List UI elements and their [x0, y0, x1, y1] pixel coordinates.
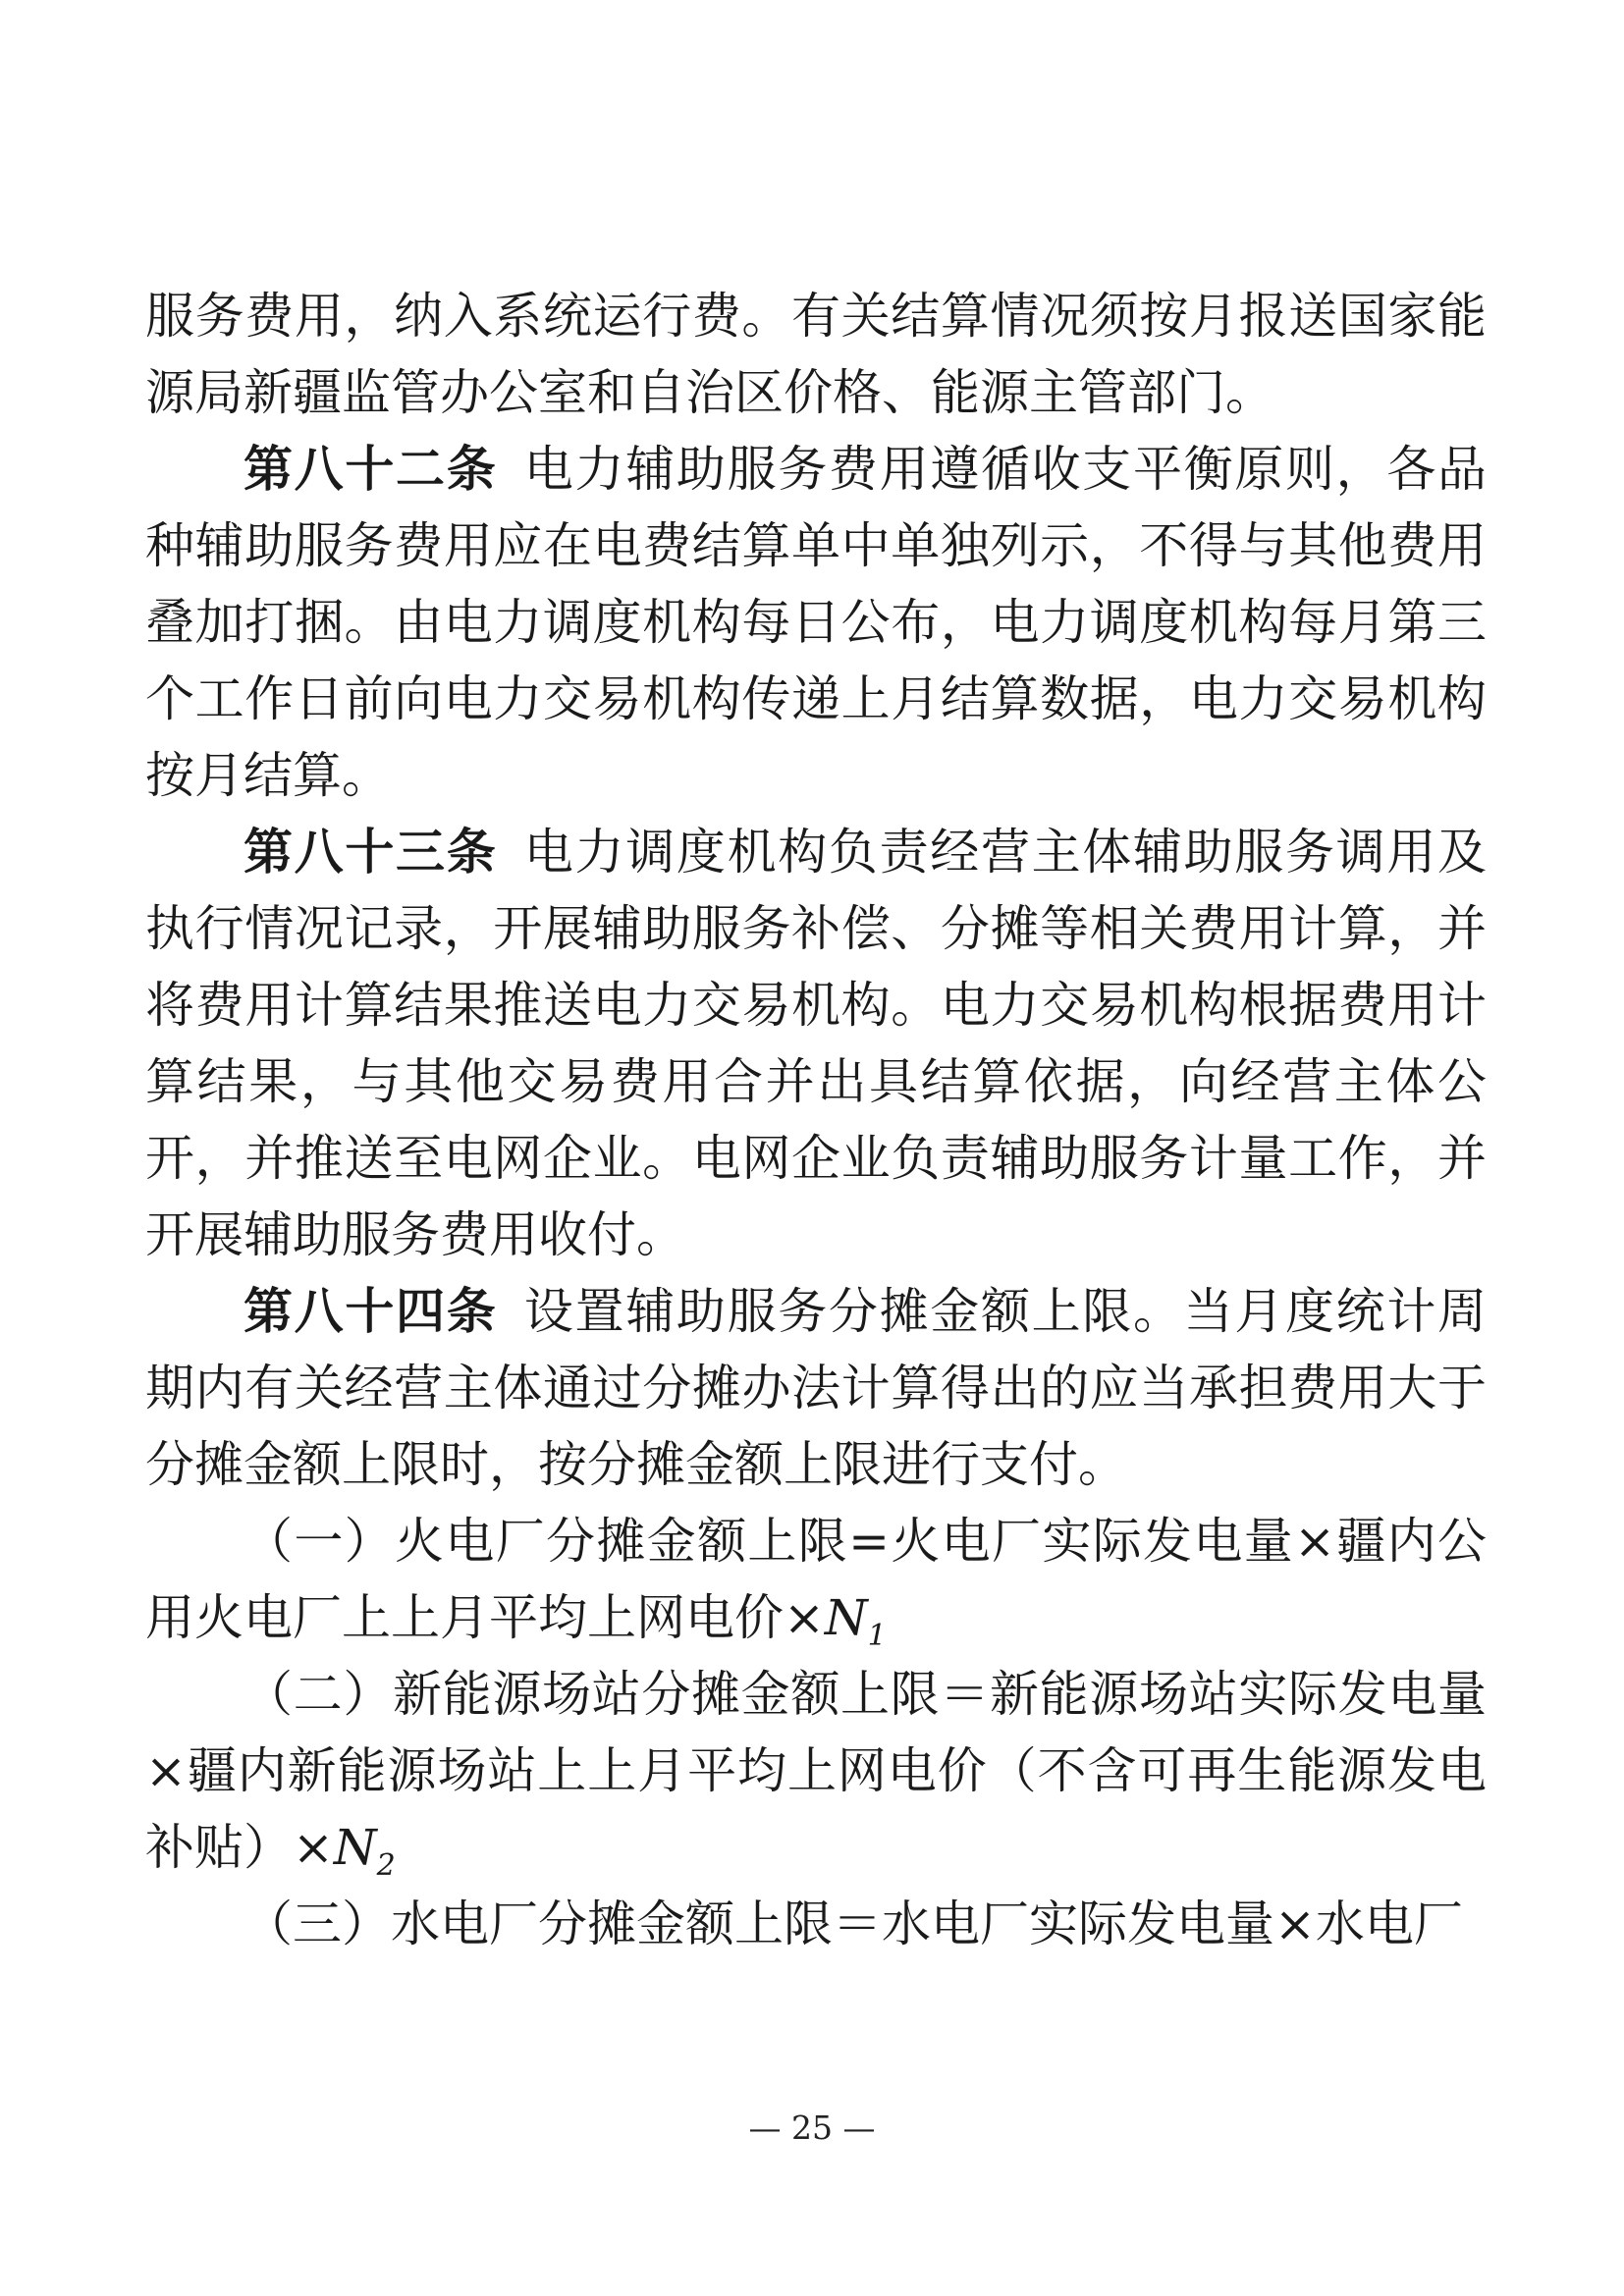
paragraph-article-83: [145, 814, 1487, 1273]
list-item-3: [145, 1886, 1487, 1962]
article-84-heading: 第八十四条: [244, 1282, 498, 1340]
list-item-2-text: （二）新能源场站分摊金额上限＝新能源场站实际发电量×疆内新能源场站上上月平均上网电价（不含可再生能源发电补贴）×: [145, 1666, 1487, 1876]
variable-n1-subscript: 1: [867, 1619, 887, 1653]
list-item-2: [145, 1656, 1487, 1886]
document-body: [145, 278, 1487, 1962]
page-number: — 25 —: [748, 2109, 876, 2147]
paragraph-continuation-text: 服务费用，纳入系统运行费。有关结算情况须按月报送国家能源局新疆监管办公室和自治区价格、能源主管部门。: [145, 288, 1487, 421]
paragraph-continuation: [145, 278, 1487, 431]
paragraph-article-84: [145, 1273, 1487, 1503]
article-83-heading: 第八十三条: [244, 823, 498, 881]
page-footer: [0, 2107, 1624, 2150]
article-84-body: 设置辅助服务分摊金额上限。当月度统计周期内有关经营主体通过分摊办法计算得出的应当承担费用大于分摊金额上限时，按分摊金额上限进行支付。: [145, 1283, 1488, 1493]
variable-n2-subscript: 2: [376, 1848, 396, 1883]
article-82-heading: 第八十二条: [244, 440, 498, 498]
paragraph-article-82: [145, 431, 1487, 814]
list-item-1: [145, 1503, 1487, 1656]
variable-n1: N: [824, 1589, 868, 1646]
list-item-1-text: （一）火电厂分摊金额上限=火电厂实际发电量×疆内公用火电厂上上月平均上网电价×: [145, 1513, 1487, 1646]
variable-n2: N: [333, 1819, 377, 1876]
article-82-body: 电力辅助服务费用遵循收支平衡原则，各品种辅助服务费用应在电费结算单中单独列示，不得与其他费用叠加打捆。由电力调度机构每日公布，电力调度机构每月第三个工作日前向电力交易机构传递上月结算数据，电力交易机构按月结算。: [145, 441, 1488, 804]
article-83-body: 电力调度机构负责经营主体辅助服务调用及执行情况记录，开展辅助服务补偿、分摊等相关费用计算，并将费用计算结果推送电力交易机构。电力交易机构根据费用计算结果，与其他交易费用合并出具结算依据，向经营主体公开，并推送至电网企业。电网企业负责辅助服务计量工作，并开展辅助服务费用收付。: [145, 824, 1488, 1263]
list-item-3-text: （三）水电厂分摊金额上限＝水电厂实际发电量×水电厂: [244, 1896, 1463, 1952]
